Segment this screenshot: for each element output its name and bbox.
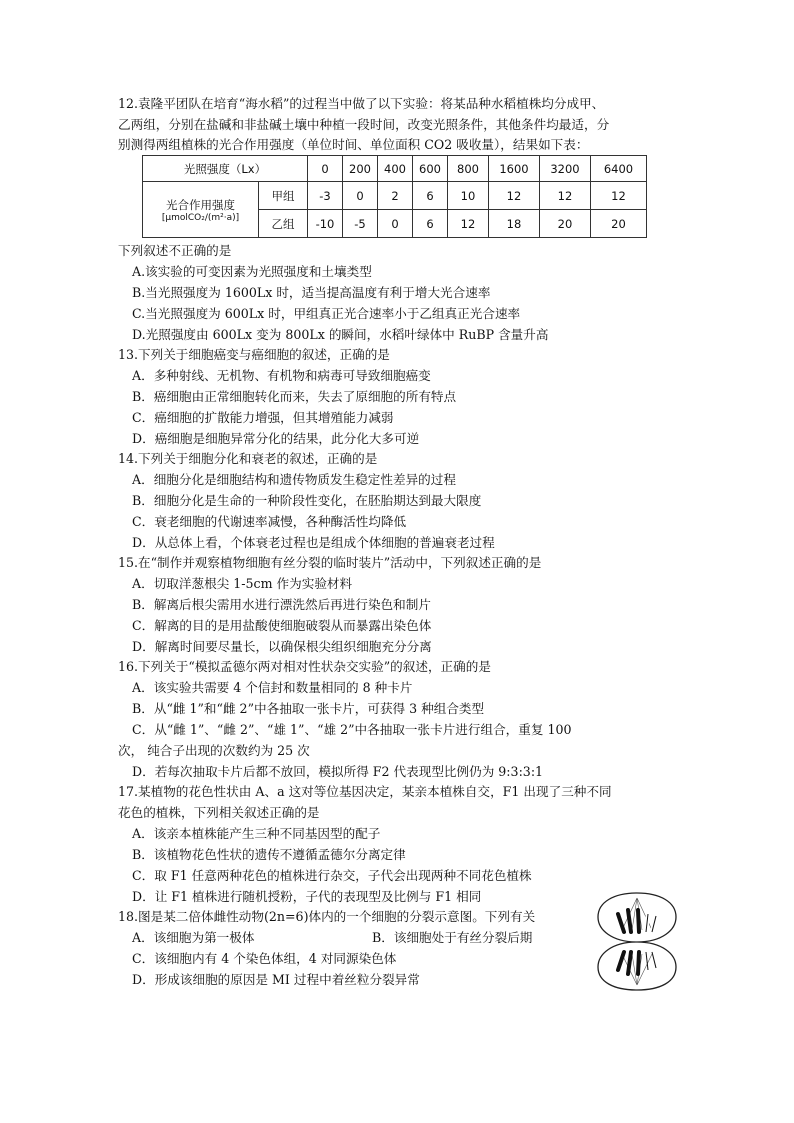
q15-option-d: D．解离时间要尽量长，以确保根尖组织细胞充分分离	[132, 639, 432, 654]
table-cell: 0	[308, 156, 343, 182]
q12-option-c: C.当光照强度为 600Lx 时，甲组真正光合速率小于乙组真正光合速率	[132, 306, 521, 321]
q13-option-a: A．多种射线、无机物、有机物和病毒可导致细胞癌变	[132, 368, 431, 383]
q15-option-c: C．解离的目的是用盐酸使细胞破裂从而暴露出染色体	[132, 618, 432, 633]
q17-option-b: B．该植物花色性状的遗传不遵循孟德尔分离定律	[132, 847, 406, 862]
row-unit: [μmolCO₂/(m²·a)]	[161, 212, 240, 223]
q17-stem-line-1: 17.某植物的花色性状由 A、a 这对等位基因决定，某亲本植株自交，F1 出现了三种不同	[118, 784, 612, 799]
group-label: 甲组	[259, 182, 308, 210]
row-label: 光合作用强度	[166, 197, 235, 212]
q12-option-b: B.当光照强度为 1600Lx 时，适当提高温度有利于增大光合速率	[132, 285, 491, 300]
q13-option-d: D．癌细胞是细胞异常分化的结果，此分化大多可逆	[132, 431, 420, 446]
q18-option-c: C．该细胞内有 4 个染色体组，4 对同源染色体	[132, 951, 397, 966]
q13-option-b: B．癌细胞由正常细胞转化而来，失去了原细胞的所有特点	[132, 389, 457, 404]
table-cell: 20	[591, 210, 647, 238]
table-cell: 0	[378, 210, 413, 238]
q15-option-b: B．解离后根尖需用水进行漂洗然后再进行染色和制片	[132, 597, 431, 612]
q16-option-c-continued: 次， 纯合子出现的次数约为 25 次	[118, 743, 310, 758]
table-cell: 800	[448, 156, 489, 182]
q14-option-c: C．衰老细胞的代谢速率减慢，各种酶活性均降低	[132, 514, 407, 529]
table-cell: 12	[489, 182, 540, 210]
q12-prompt: 下列叙述不正确的是	[118, 243, 232, 258]
q17-option-d: D．让 F1 植株进行随机授粉，子代的表现型及比例与 F1 相同	[132, 889, 482, 904]
q17-option-a: A．该亲本植株能产生三种不同基因型的配子	[132, 826, 381, 841]
table-cell: -5	[343, 210, 378, 238]
q18-stem: 18.图是某二倍体雌性动物(2n=6)体内的一个细胞的分裂示意图。下列有关	[118, 909, 536, 924]
table-cell: 1600	[489, 156, 540, 182]
q12-option-a: A.该实验的可变因素为光照强度和土壤类型	[132, 264, 372, 279]
table-cell: 10	[448, 182, 489, 210]
q16-stem: 16.下列关于“模拟孟德尔两对相对性状杂交实验”的叙述，正确的是	[118, 659, 491, 674]
table-cell: 3200	[540, 156, 591, 182]
table-cell: 12	[540, 182, 591, 210]
q17-option-c: C．取 F1 任意两种花色的植株进行杂交，子代会出现两种不同花色植株	[132, 868, 532, 883]
q14-option-a: A．细胞分化是细胞结构和遗传物质发生稳定性差异的过程	[132, 472, 456, 487]
table-cell: 6400	[591, 156, 647, 182]
table-cell: 6	[413, 182, 448, 210]
q15-stem: 15.在“制作并观察植物细胞有丝分裂的临时装片”活动中，下列叙述正确的是	[118, 555, 542, 570]
table-cell: 0	[343, 182, 378, 210]
group-label: 乙组	[259, 210, 308, 238]
q14-option-b: B．细胞分化是生命的一种阶段性变化，在胚胎期达到最大限度	[132, 493, 482, 508]
table-cell: 200	[343, 156, 378, 182]
q12-stem-line-3: 别测得两组植株的光合作用强度（单位时间、单位面积 CO2 吸收量），结果如下表：	[118, 137, 589, 152]
table-cell: 18	[489, 210, 540, 238]
q18-option-b: B．该细胞处于有丝分裂后期	[372, 930, 533, 945]
q16-option-b: B．从“雌 1”和“雌 2”中各抽取一张卡片，可获得 3 种组合类型	[132, 701, 485, 716]
light-photosynthesis-table	[142, 155, 647, 238]
q16-option-d: D．若每次抽取卡片后都不放回，模拟所得 F2 代表现型比例仍为 9:3:3:1	[132, 764, 544, 779]
table-cell: -10	[308, 210, 343, 238]
lower-chromosomes	[618, 952, 656, 974]
table-cell: 400	[378, 156, 413, 182]
table-cell: 600	[413, 156, 448, 182]
q12-stem-line-1: 12.袁隆平团队在培育“海水稻”的过程当中做了以下实验：将某品种水稻植株均分成甲、	[118, 96, 605, 111]
q17-stem-line-2: 花色的植株，下列相关叙述正确的是	[118, 805, 320, 820]
table-cell: 6	[413, 210, 448, 238]
photosynthesis-label-cell	[143, 182, 259, 238]
table-cell: 12	[448, 210, 489, 238]
cell-division-figure	[592, 890, 682, 992]
q14-option-d: D．从总体上看，个体衰老过程也是组成个体细胞的普遍衰老过程	[132, 535, 495, 550]
table-row	[143, 182, 647, 210]
light-intensity-header: 光照强度（Lx）	[143, 156, 308, 182]
table-header-row	[143, 156, 647, 182]
q18-option-d: D．形成该细胞的原因是 MI 过程中着丝粒分裂异常	[132, 972, 420, 987]
table-cell: 2	[378, 182, 413, 210]
upper-chromosomes	[618, 910, 656, 932]
table-cell: -3	[308, 182, 343, 210]
table-cell: 20	[540, 210, 591, 238]
q13-option-c: C．癌细胞的扩散能力增强，但其增殖能力减弱	[132, 410, 394, 425]
q13-stem: 13.下列关于细胞癌变与癌细胞的叙述，正确的是	[118, 347, 390, 362]
q18-option-a: A．该细胞为第一极体	[132, 930, 255, 945]
table-cell: 12	[591, 182, 647, 210]
q12-option-d: D.光照强度由 600Lx 变为 800Lx 的瞬间，水稻叶绿体中 RuBP 含量升高	[132, 327, 549, 342]
q14-stem: 14.下列关于细胞分化和衰老的叙述，正确的是	[118, 451, 378, 466]
q16-option-c: C．从“雌 1”、“雌 2”、“雄 1”、“雄 2”中各抽取一张卡片进行组合，重复 100	[132, 722, 572, 737]
q16-option-a: A．该实验共需要 4 个信封和数量相同的 8 种卡片	[132, 680, 413, 695]
q12-stem-line-2: 乙两组，分别在盐碱和非盐碱土壤中种植一段时间，改变光照条件，其他条件均最适，分	[118, 117, 610, 132]
q15-option-a: A．切取洋葱根尖 1-5cm 作为实验材料	[132, 576, 353, 591]
